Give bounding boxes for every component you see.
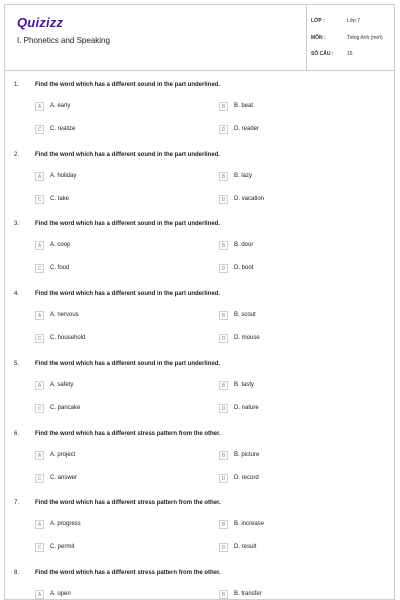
option-letter-box: A <box>35 451 44 460</box>
question-number: 6. <box>14 430 20 437</box>
question-block <box>5 152 394 222</box>
option-label: C. realize <box>50 126 76 132</box>
option-label: A. nervous <box>50 312 79 319</box>
info-value: Tiếng Anh (mới) <box>347 35 383 41</box>
option-letter-box: D <box>219 543 228 552</box>
question-block <box>5 431 394 501</box>
option-label: D. reader <box>234 126 260 132</box>
option-label: B. transfer <box>234 590 262 597</box>
option-letter-box: B <box>219 241 228 250</box>
question-block <box>5 82 394 152</box>
option-label: D. nature <box>234 404 259 411</box>
option-letter-box: A <box>35 241 44 250</box>
option-letter-box: D <box>219 474 228 483</box>
question-text: Find the word which has a different stress pattern from the other. <box>35 430 221 437</box>
option-letter-box: C <box>35 125 44 134</box>
option-label: C. answer <box>50 474 78 481</box>
option-label: D. vacation <box>234 195 265 202</box>
option-letter-box: A <box>35 520 44 529</box>
info-value: Lớp 7 <box>347 18 361 24</box>
option-label: A. coop <box>50 242 71 249</box>
option-label: D. result <box>234 544 257 551</box>
question-number: 4. <box>14 291 20 298</box>
option-letter-box: A <box>35 381 44 390</box>
option-label: C. take <box>50 195 70 202</box>
worksheet-header <box>5 5 394 71</box>
option-letter-box: B <box>219 520 228 529</box>
question-text: Find the word which has a different stress pattern from the other. <box>35 569 221 576</box>
question-number: 3. <box>14 221 20 228</box>
option-letter-box: C <box>35 474 44 483</box>
question-text: Find the word which has a different stress pattern from the other. <box>35 500 221 507</box>
option-label: B. picture <box>234 451 260 458</box>
info-key: LỚP : <box>311 18 325 24</box>
option-label: A. holiday <box>50 172 77 179</box>
option-letter-box: D <box>219 195 228 204</box>
option-label: C. permit <box>50 544 75 551</box>
option-letter-box: D <box>219 404 228 413</box>
option-letter-box: B <box>219 102 228 111</box>
option-label: B. beat <box>234 103 254 109</box>
option-label: C. household <box>50 335 86 342</box>
option-label: C. pancake <box>50 404 81 411</box>
option-label: C. food <box>50 265 70 272</box>
question-number: 7. <box>14 500 20 507</box>
option-letter-box: B <box>219 451 228 460</box>
question-number: 8. <box>14 569 20 576</box>
question-block <box>5 361 394 431</box>
option-letter-box: C <box>35 334 44 343</box>
question-number: 1. <box>14 82 20 88</box>
option-letter-box: B <box>219 381 228 390</box>
option-label: D. boot <box>234 265 254 272</box>
option-label: A. safety <box>50 381 74 388</box>
option-letter-box: D <box>219 264 228 273</box>
question-text: Find the word which has a different sound in the part underlined. <box>35 151 221 158</box>
info-key: SỐ CÂU : <box>311 51 334 57</box>
option-label: D. record <box>234 474 259 481</box>
question-number: 2. <box>14 151 20 158</box>
question-block <box>5 291 394 361</box>
option-letter-box: D <box>219 125 228 134</box>
option-letter-box: B <box>219 311 228 320</box>
info-value: 15 <box>347 51 353 57</box>
option-label: A. project <box>50 451 76 458</box>
option-letter-box: C <box>35 195 44 204</box>
option-letter-box: C <box>35 264 44 273</box>
option-letter-box: B <box>219 590 228 599</box>
worksheet <box>4 4 395 600</box>
option-label: B. increase <box>234 521 265 528</box>
option-label: B. tasty <box>234 381 255 388</box>
option-label: B. scout <box>234 312 256 319</box>
question-block <box>5 500 394 570</box>
info-key: MÔN : <box>311 35 326 41</box>
option-label: A. early <box>50 103 71 109</box>
question-block <box>5 570 394 600</box>
option-label: A. open <box>50 590 71 597</box>
question-number: 5. <box>14 360 20 367</box>
question-text: Find the word which has a different sound in the part underlined. <box>35 82 221 88</box>
question-text: Find the word which has a different sound in the part underlined. <box>35 221 221 228</box>
option-letter-box: A <box>35 102 44 111</box>
quizizz-logo: Quizizz <box>17 15 64 30</box>
worksheet-title: I. Phonetics and Speaking <box>17 36 110 45</box>
option-letter-box: B <box>219 172 228 181</box>
question-text: Find the word which has a different sound in the part underlined. <box>35 360 221 367</box>
option-letter-box: A <box>35 311 44 320</box>
question-text: Find the word which has a different sound in the part underlined. <box>35 291 221 298</box>
option-letter-box: A <box>35 172 44 181</box>
option-letter-box: D <box>219 334 228 343</box>
option-label: A. progress <box>50 521 81 528</box>
option-letter-box: A <box>35 590 44 599</box>
info-panel <box>306 5 394 70</box>
option-letter-box: C <box>35 404 44 413</box>
option-label: B. lazy <box>234 172 253 179</box>
question-block <box>5 221 394 291</box>
option-label: B. door <box>234 242 254 249</box>
option-letter-box: C <box>35 543 44 552</box>
option-label: D. mouse <box>234 335 260 342</box>
